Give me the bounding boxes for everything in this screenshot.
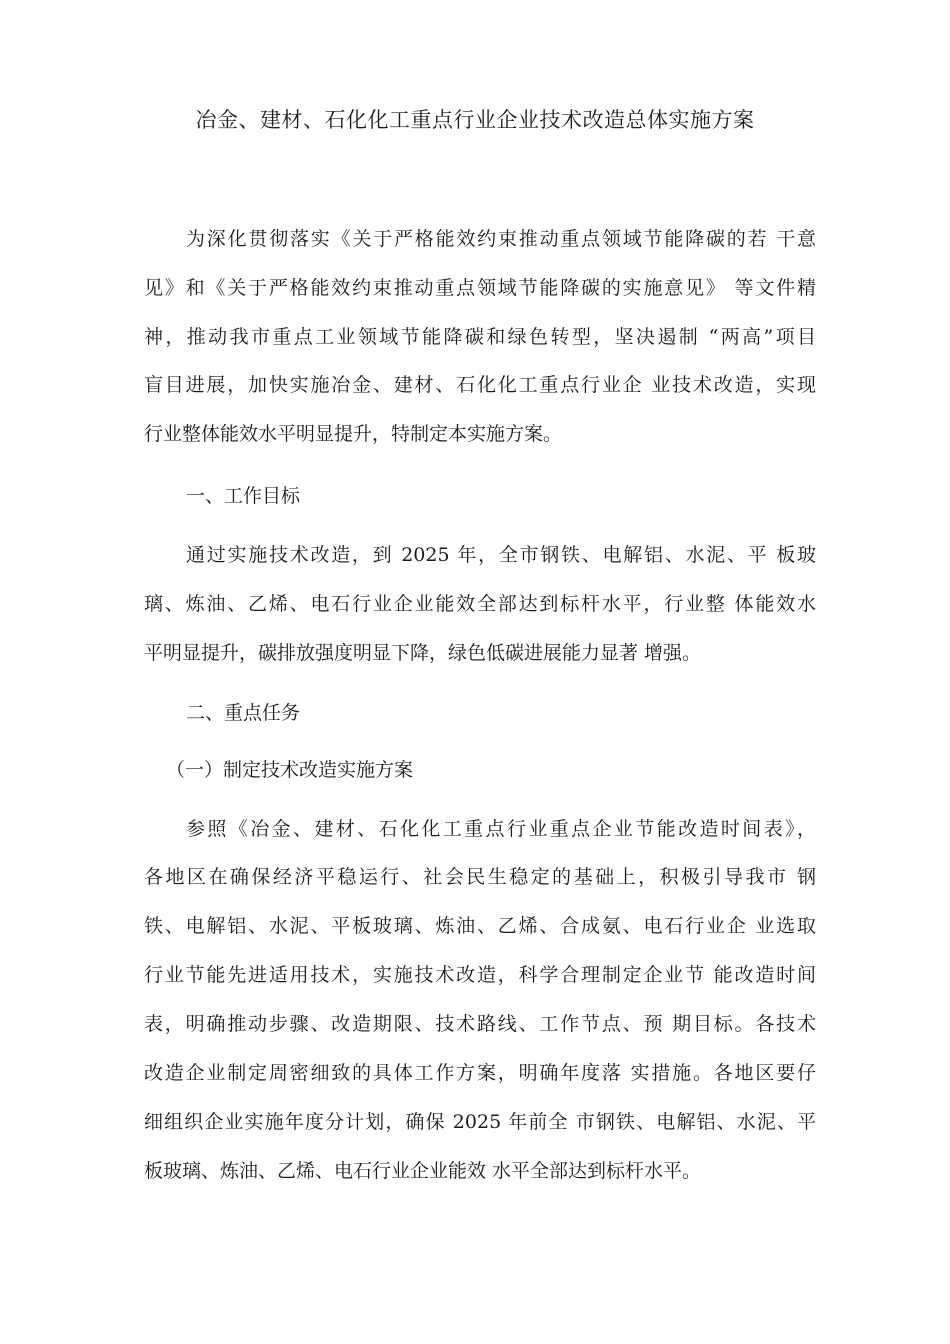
intro-line-5: 行业整体能效水平明显提升，特制定本实施方案。 <box>144 423 563 445</box>
intro-line-1: 为深化贯彻落实《关于严格能效约束推动重点领域节能降碳的若 干意 <box>186 228 816 250</box>
tasks-line-8: 板玻璃、炼油、乙烯、电石行业企业能效 水平全部达到标杆水平。 <box>144 1160 702 1182</box>
goals-line-1: 通过实施技术改造，到 2025 年，全市钢铁、电解铝、水泥、平 板玻 <box>186 544 816 566</box>
section-heading-goals: 一、工作目标 <box>186 485 301 507</box>
goals-line-3: 平明显提升，碳排放强度明显下降，绿色低碳进展能力显著 增强。 <box>144 642 702 664</box>
tasks-line-5: 表，明确推动步骤、改造期限、技术路线、工作节点、预 期目标。各技术 <box>144 1013 816 1035</box>
tasks-line-4: 行业节能先进适用技术，实施技术改造，科学合理制定企业节 能改造时间 <box>144 964 816 986</box>
tasks-line-6: 改造企业制定周密细致的具体工作方案，明确年度落 实措施。各地区要仔 <box>144 1062 816 1084</box>
goals-line-2: 璃、炼油、乙烯、电石行业企业能效全部达到标杆水平，行业整 体能效水 <box>144 593 816 615</box>
tasks-line-2: 各地区在确保经济平稳运行、社会民生稳定的基础上，积极引导我市 钢 <box>144 866 816 888</box>
tasks-line-3: 铁、电解铝、水泥、平板玻璃、炼油、乙烯、合成氨、电石行业企 业选取 <box>144 915 816 937</box>
intro-line-2: 见》和《关于严格能效约束推动重点领域节能降碳的实施意见》 等文件精 <box>144 277 816 299</box>
intro-line-3: 神，推动我市重点工业领域节能降碳和绿色转型，坚决遏制 “两高”项目 <box>144 326 816 348</box>
tasks-line-1: 参照《冶金、建材、石化化工重点行业重点企业节能改造时间表》， <box>186 818 816 840</box>
subsection-heading-plan: （一）制定技术改造实施方案 <box>166 759 414 781</box>
document-title: 冶金、建材、石化化工重点行业企业技术改造总体实施方案 <box>195 108 755 132</box>
tasks-line-7: 细组织企业实施年度分计划，确保 2025 年前全 市钢铁、电解铝、水泥、平 <box>144 1111 816 1133</box>
intro-line-4: 盲目进展，加快实施冶金、建材、石化化工重点行业企 业技术改造，实现 <box>144 374 816 396</box>
section-heading-tasks: 二、重点任务 <box>186 702 301 724</box>
